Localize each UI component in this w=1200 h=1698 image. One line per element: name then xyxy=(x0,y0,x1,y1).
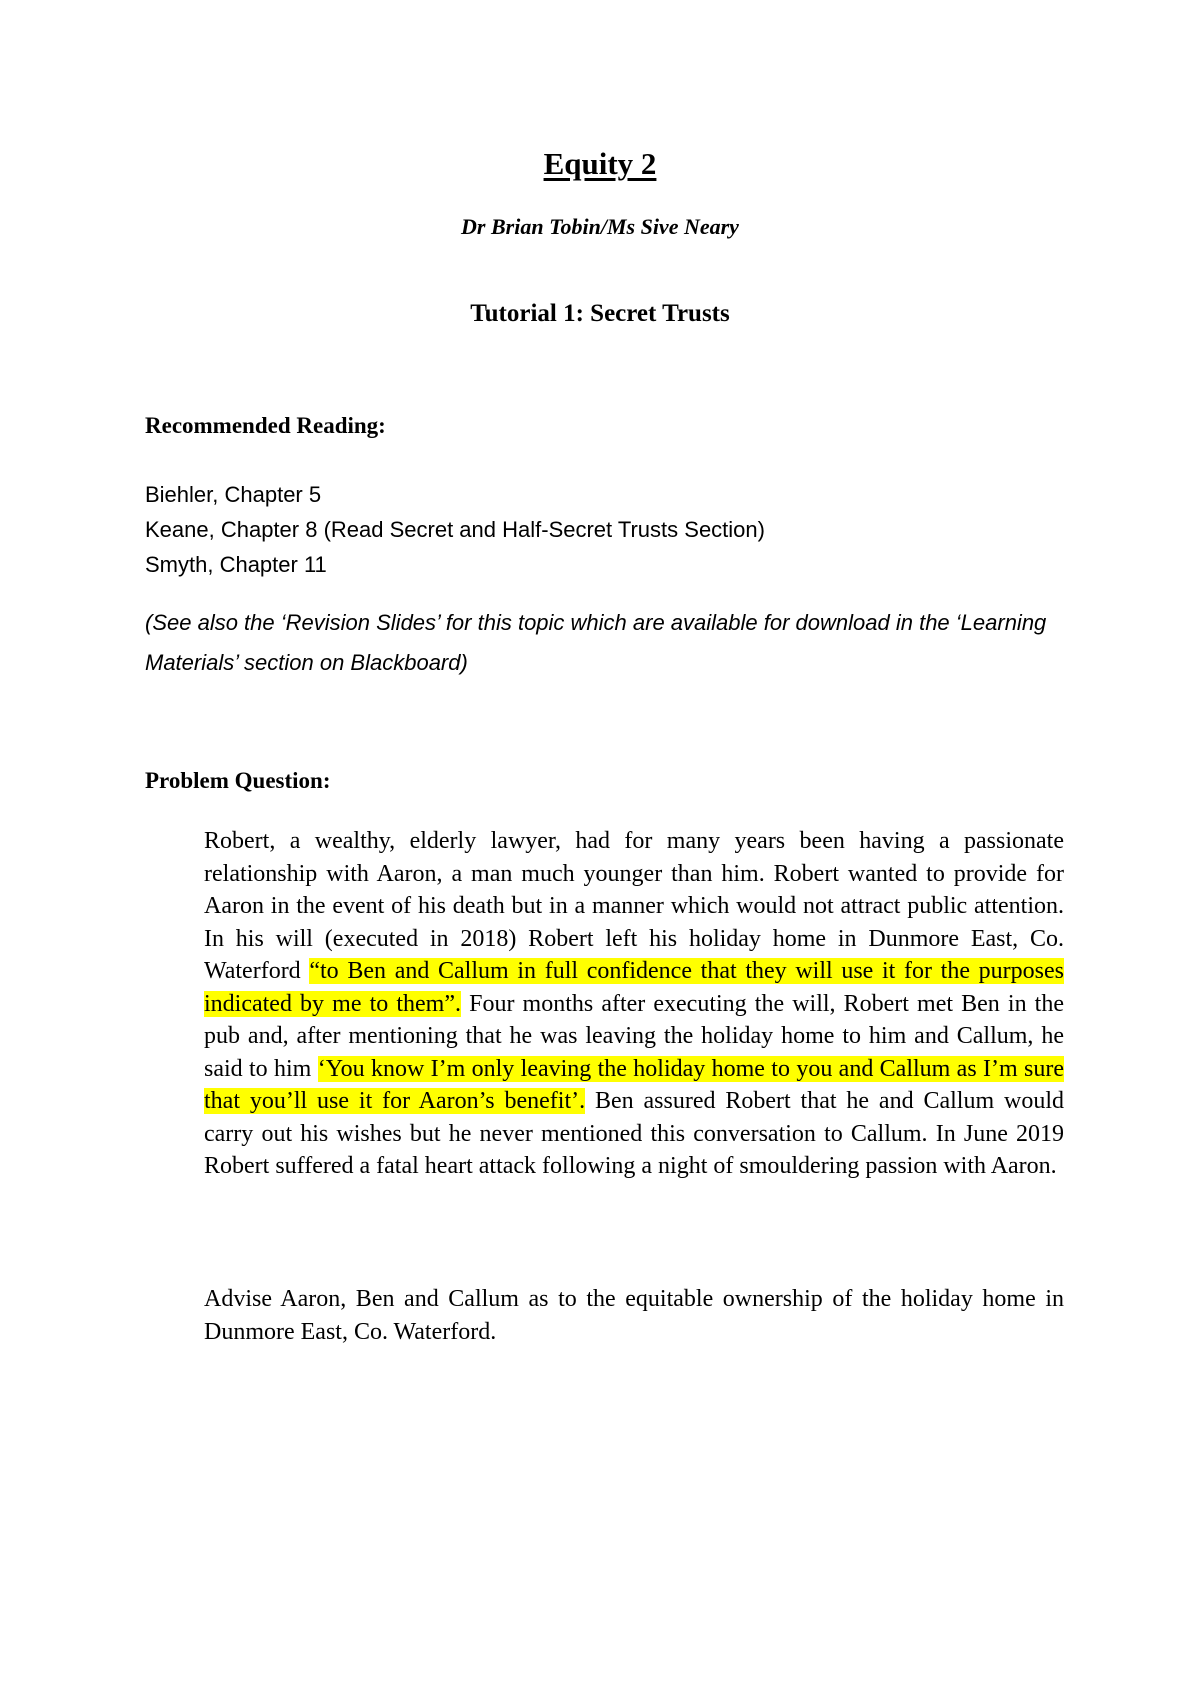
tutorial-title: Tutorial 1: Secret Trusts xyxy=(470,300,730,327)
problem-question-heading: Problem Question: xyxy=(145,768,331,793)
revision-slides-note: (See also the ‘Revision Slides’ for this topic which are available for download in the ‘Learning Materials’ section on Blackboard) xyxy=(145,610,1047,675)
facts-text-part-1: Robert, a wealthy, elderly lawyer, had for many years been having a passionate relationship with Aaron, a man much younger than him. Robert wanted to provide for Aaron in the event of his death but in a manner which would not attract public attention. In his will (executed in 2018) Robert left his holiday home in Dunmore East, Co. Waterford xyxy=(204,828,1064,984)
reading-item-biehler: Biehler, Chapter 5 xyxy=(145,482,322,507)
document-title: Equity 2 xyxy=(543,146,657,181)
highlighted-will-clause: “to Ben and Callum in full confidence that they will use it for the purposes indicated by me to them”. xyxy=(204,958,1064,1017)
document-authors: Dr Brian Tobin/Ms Sive Neary xyxy=(461,214,739,239)
highlighted-pub-statement: ‘You know I’m only leaving the holiday home to you and Callum as I’m sure that you’ll use it for Aaron’s benefit’. xyxy=(204,1055,1064,1114)
recommended-reading-heading: Recommended Reading: xyxy=(145,413,386,438)
advise-paragraph: Advise Aaron, Ben and Callum as to the equitable ownership of the holiday home in Dunmore East, Co. Waterford. xyxy=(204,1286,1064,1345)
facts-text-part-3: Ben assured Robert that he and Callum would carry out his wishes but he never mentioned this conversation to Callum. In June 2019 Robert suffered a fatal heart attack following a night of smouldering passion with Aaron. xyxy=(204,1088,1064,1179)
problem-facts-paragraph xyxy=(204,825,1064,1183)
reading-item-keane: Keane, Chapter 8 (Read Secret and Half-Secret Trusts Section) xyxy=(145,517,765,542)
reading-item-smyth: Smyth, Chapter 11 xyxy=(145,552,327,577)
reading-list xyxy=(145,477,765,582)
facts-text-part-2: Four months after executing the will, Robert met Ben in the pub and, after mentioning that he was leaving the holiday home to him and Callum, he said to him xyxy=(204,990,1064,1082)
